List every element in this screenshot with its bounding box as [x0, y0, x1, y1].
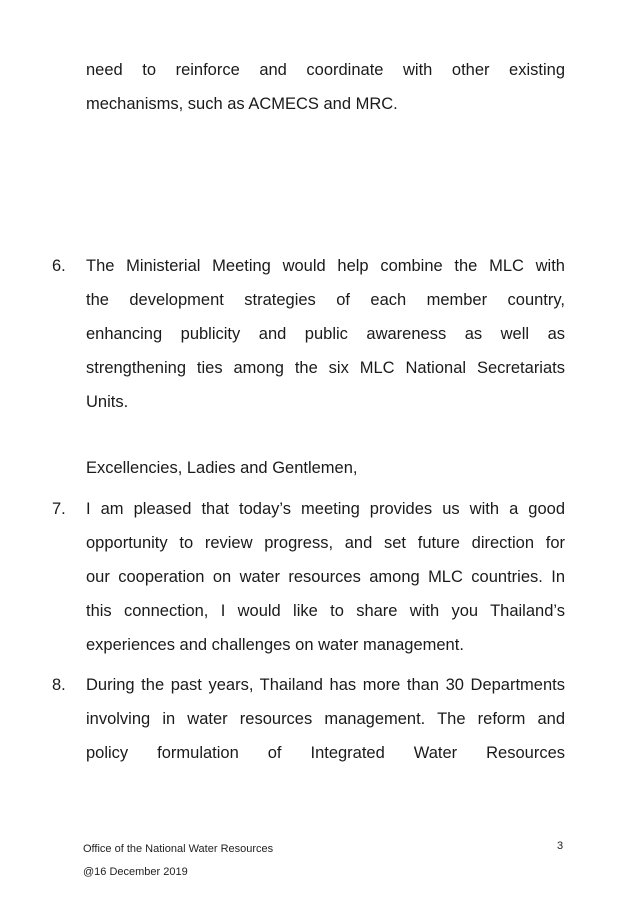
item-number-7: 7. [52, 500, 66, 518]
paragraph-line: opportunity to review progress, and set future direction for [86, 534, 565, 552]
paragraph-line: During the past years, Thailand has more than 30 Departments [86, 676, 565, 694]
item-7-paragraph [86, 492, 565, 662]
paragraph-line: strengthening ties among the six MLC National Secretariats [86, 359, 565, 377]
paragraph-line: involving in water resources management. The reform and [86, 710, 565, 728]
paragraph-line: policy formulation of Integrated Water Resources [86, 744, 565, 762]
salutation [86, 451, 565, 485]
paragraph-line: mechanisms, such as ACMECS and MRC. [86, 95, 398, 113]
footer-date: @16 December 2019 [83, 866, 188, 878]
item-8-paragraph [86, 668, 565, 770]
paragraph-line: our cooperation on water resources among MLC countries. In [86, 568, 565, 586]
paragraph-line: the development strategies of each member country, [86, 291, 565, 309]
continuation-paragraph [86, 53, 565, 121]
paragraph-line: this connection, I would like to share with you Thailand’s [86, 602, 565, 620]
item-number-8: 8. [52, 676, 66, 694]
item-6-paragraph [86, 249, 565, 419]
footer-organization: Office of the National Water Resources [83, 843, 274, 855]
page-number: 3 [557, 840, 564, 852]
paragraph-line: The Ministerial Meeting would help combine the MLC with [86, 257, 565, 275]
item-number-6: 6. [52, 257, 66, 275]
paragraph-line: I am pleased that today’s meeting provides us with a good [86, 500, 565, 518]
paragraph-line: enhancing publicity and public awareness as well as [86, 325, 565, 343]
paragraph-line: Units. [86, 393, 129, 411]
salutation-text: Excellencies, Ladies and Gentlemen, [86, 459, 358, 477]
paragraph-line: experiences and challenges on water management. [86, 636, 464, 654]
paragraph-line: need to reinforce and coordinate with other existing [86, 61, 565, 79]
